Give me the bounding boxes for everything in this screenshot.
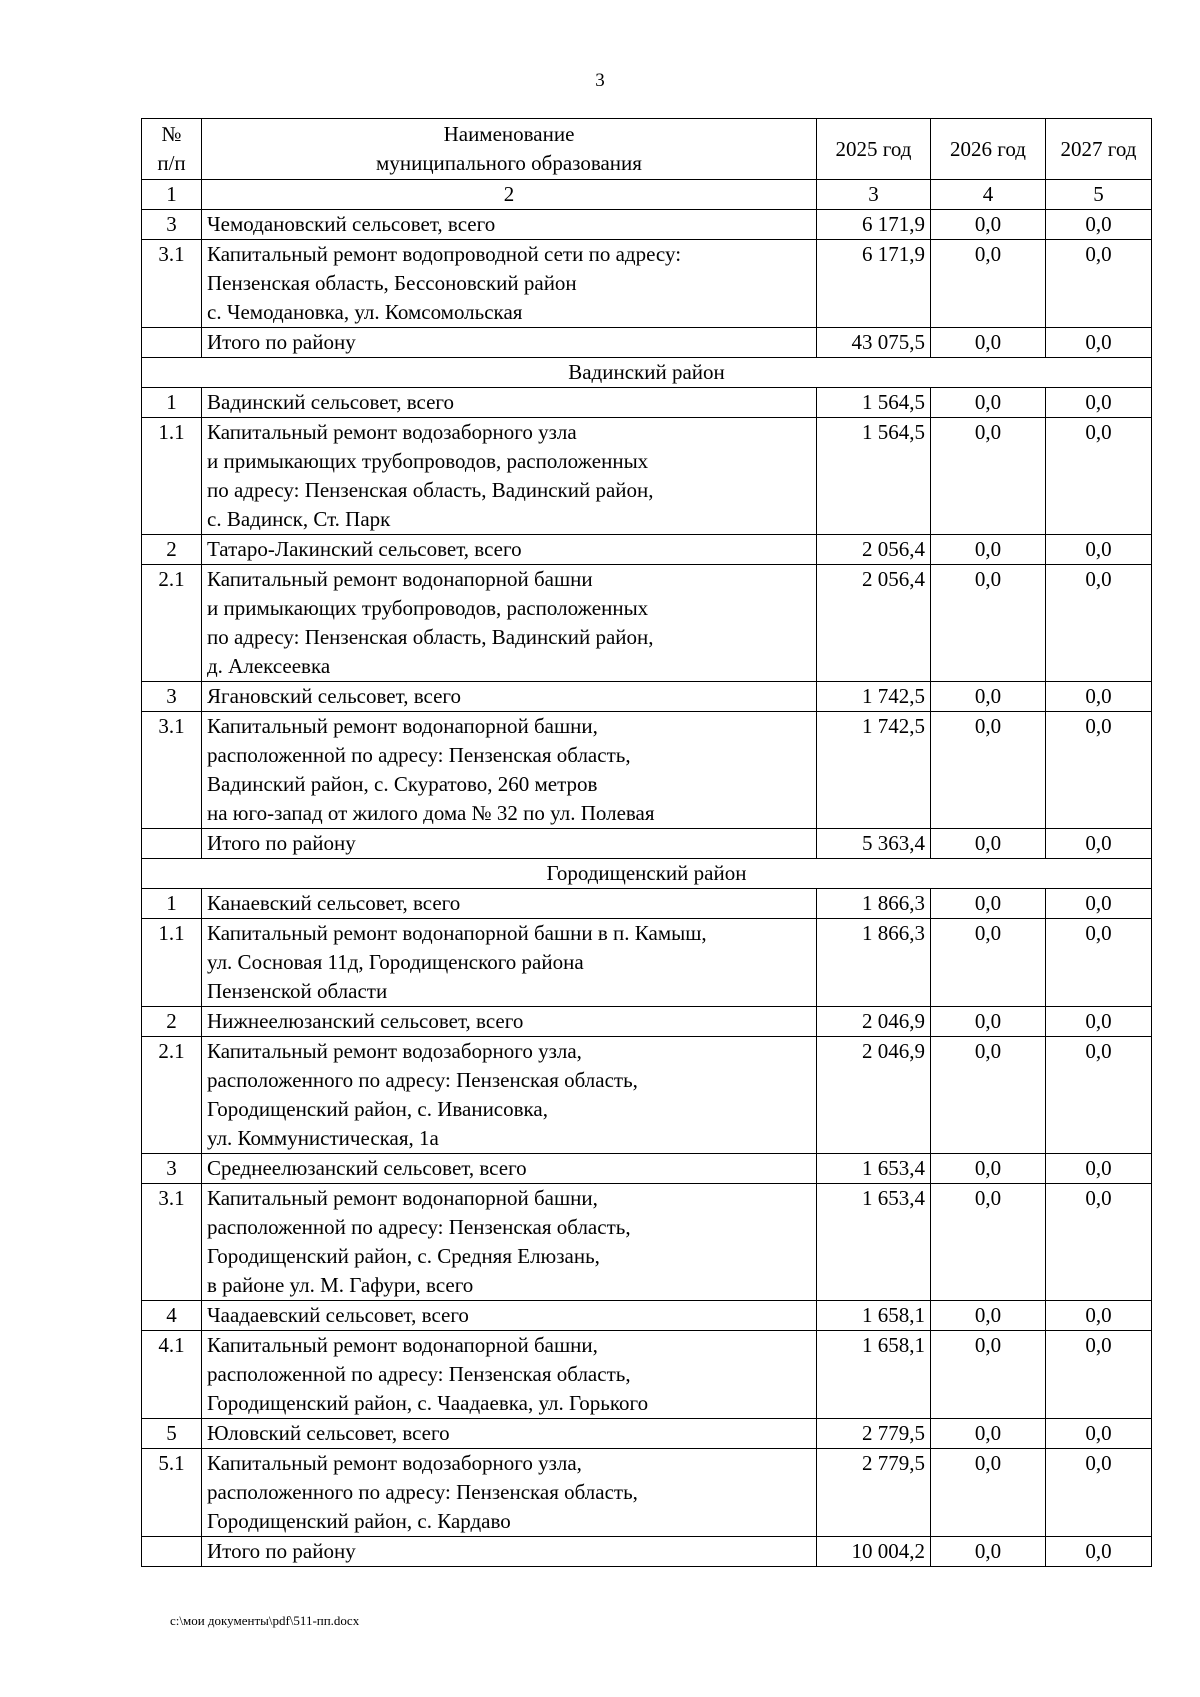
value-2025: 2 779,5 (817, 1449, 931, 1537)
header-name-line: муниципального образования (376, 151, 642, 175)
table-row (142, 919, 1152, 1007)
row-name (202, 919, 817, 1007)
row-name (202, 388, 817, 418)
value-2025: 1 866,3 (817, 889, 931, 919)
row-name-line: Вадинский сельсовет, всего (207, 390, 455, 414)
row-number: 1 (142, 889, 202, 919)
value-2025: 6 171,9 (817, 240, 931, 328)
column-numbers-row (142, 180, 1152, 210)
row-number: 2.1 (142, 565, 202, 682)
table-row (142, 1301, 1152, 1331)
value-2025: 1 658,1 (817, 1301, 931, 1331)
value-2026: 0,0 (931, 535, 1046, 565)
header-name-line: Наименование (443, 122, 575, 146)
header-2025: 2025 год (817, 119, 931, 180)
row-number: 3 (142, 1154, 202, 1184)
budget-table (141, 118, 1152, 1567)
value-2026: 0,0 (931, 240, 1046, 328)
row-name-line: расположенной по адресу: Пензенская область, (207, 1362, 631, 1386)
table-row (142, 1331, 1152, 1419)
row-name-line: ул. Коммунистическая, 1а (207, 1126, 439, 1150)
row-number: 2 (142, 1007, 202, 1037)
budget-table-container (141, 118, 1151, 1567)
row-name-line: расположенной по адресу: Пензенская область, (207, 1215, 631, 1239)
row-name (202, 1331, 817, 1419)
row-name-line: Канаевский сельсовет, всего (207, 891, 461, 915)
table-row (142, 418, 1152, 535)
table-row (142, 388, 1152, 418)
value-2027: 0,0 (1046, 1301, 1152, 1331)
row-name-line: Итого по району (207, 1539, 356, 1563)
value-2026: 0,0 (931, 210, 1046, 240)
value-2026: 0,0 (931, 1331, 1046, 1419)
value-2025: 1 866,3 (817, 919, 931, 1007)
value-2025: 2 056,4 (817, 565, 931, 682)
row-name-line: Капитальный ремонт водонапорной башни, (207, 714, 598, 738)
header-name (202, 119, 817, 180)
table-row (142, 1007, 1152, 1037)
row-name (202, 535, 817, 565)
row-number: 3.1 (142, 1184, 202, 1301)
value-2026: 0,0 (931, 1007, 1046, 1037)
row-name-line: расположенной по адресу: Пензенская область, (207, 743, 631, 767)
column-number: 4 (931, 180, 1046, 210)
value-2026: 0,0 (931, 712, 1046, 829)
value-2027: 0,0 (1046, 829, 1152, 859)
row-number: 1 (142, 388, 202, 418)
value-2025: 6 171,9 (817, 210, 931, 240)
section-title: Вадинский район (142, 358, 1152, 388)
value-2026: 0,0 (931, 829, 1046, 859)
column-number: 2 (202, 180, 817, 210)
row-name-line: Татаро-Лакинский сельсовет, всего (207, 537, 522, 561)
row-number: 4.1 (142, 1331, 202, 1419)
value-2025: 1 653,4 (817, 1184, 931, 1301)
value-2026: 0,0 (931, 1301, 1046, 1331)
row-number (142, 1537, 202, 1567)
row-number: 4 (142, 1301, 202, 1331)
value-2026: 0,0 (931, 1154, 1046, 1184)
value-2027: 0,0 (1046, 418, 1152, 535)
table-row (142, 829, 1152, 859)
row-name (202, 1449, 817, 1537)
column-number: 5 (1046, 180, 1152, 210)
row-name-line: Капитальный ремонт водозаборного узла (207, 420, 577, 444)
row-number: 2 (142, 535, 202, 565)
row-name-line: Городищенский район, с. Средняя Елюзань, (207, 1244, 600, 1268)
row-name-line: Капитальный ремонт водонапорной башни в п. Камыш, (207, 921, 707, 945)
value-2027: 0,0 (1046, 889, 1152, 919)
row-name-line: Городищенский район, с. Иванисовка, (207, 1097, 549, 1121)
row-name-line: Чемодановский сельсовет, всего (207, 212, 496, 236)
row-name (202, 1184, 817, 1301)
row-number: 3 (142, 210, 202, 240)
row-number: 2.1 (142, 1037, 202, 1154)
row-name-line: и примыкающих трубопроводов, расположенных (207, 596, 649, 620)
table-row (142, 328, 1152, 358)
header-num-line: п/п (157, 151, 186, 175)
row-name-line: Ягановский сельсовет, всего (207, 684, 461, 708)
header-num (142, 119, 202, 180)
table-row (142, 1449, 1152, 1537)
value-2027: 0,0 (1046, 682, 1152, 712)
row-name-line: расположенного по адресу: Пензенская область, (207, 1480, 638, 1504)
value-2026: 0,0 (931, 388, 1046, 418)
section-title: Городищенский район (142, 859, 1152, 889)
value-2027: 0,0 (1046, 565, 1152, 682)
table-row (142, 1537, 1152, 1567)
table-row (142, 1154, 1152, 1184)
row-name-line: Итого по району (207, 330, 356, 354)
value-2026: 0,0 (931, 565, 1046, 682)
row-name (202, 889, 817, 919)
value-2027: 0,0 (1046, 1331, 1152, 1419)
value-2027: 0,0 (1046, 1007, 1152, 1037)
header-num-line: № (161, 122, 182, 146)
row-name-line: Капитальный ремонт водонапорной башни (207, 567, 593, 591)
value-2025: 2 779,5 (817, 1419, 931, 1449)
section-row (142, 859, 1152, 889)
value-2026: 0,0 (931, 919, 1046, 1007)
value-2027: 0,0 (1046, 712, 1152, 829)
row-name-line: с. Чемодановка, ул. Комсомольская (207, 300, 523, 324)
row-name (202, 1007, 817, 1037)
value-2027: 0,0 (1046, 1419, 1152, 1449)
value-2025: 43 075,5 (817, 328, 931, 358)
row-name-line: Нижнеелюзанский сельсовет, всего (207, 1009, 524, 1033)
row-name-line: ул. Сосновая 11д, Городищенского района (207, 950, 584, 974)
value-2026: 0,0 (931, 1037, 1046, 1154)
row-name-line: Капитальный ремонт водонапорной башни, (207, 1333, 598, 1357)
header-row (142, 119, 1152, 180)
value-2027: 0,0 (1046, 328, 1152, 358)
row-name (202, 418, 817, 535)
table-body (142, 210, 1152, 1567)
column-number: 1 (142, 180, 202, 210)
value-2025: 1 564,5 (817, 388, 931, 418)
row-number: 3.1 (142, 240, 202, 328)
row-name (202, 1419, 817, 1449)
row-name (202, 328, 817, 358)
value-2027: 0,0 (1046, 1184, 1152, 1301)
row-name (202, 240, 817, 328)
row-name (202, 1154, 817, 1184)
header-2026: 2026 год (931, 119, 1046, 180)
value-2027: 0,0 (1046, 1449, 1152, 1537)
value-2026: 0,0 (931, 1449, 1046, 1537)
row-number: 5.1 (142, 1449, 202, 1537)
row-name-line: Капитальный ремонт водозаборного узла, (207, 1039, 582, 1063)
table-row (142, 712, 1152, 829)
row-name-line: Итого по району (207, 831, 356, 855)
row-name-line: расположенного по адресу: Пензенская область, (207, 1068, 638, 1092)
value-2027: 0,0 (1046, 535, 1152, 565)
row-name-line: с. Вадинск, Ст. Парк (207, 507, 391, 531)
value-2026: 0,0 (931, 1537, 1046, 1567)
value-2027: 0,0 (1046, 1537, 1152, 1567)
table-row (142, 535, 1152, 565)
row-name (202, 1537, 817, 1567)
row-name-line: и примыкающих трубопроводов, расположенных (207, 449, 649, 473)
value-2027: 0,0 (1046, 919, 1152, 1007)
table-row (142, 240, 1152, 328)
row-name (202, 565, 817, 682)
row-number: 1.1 (142, 919, 202, 1007)
row-name-line: д. Алексеевка (207, 654, 331, 678)
row-name (202, 682, 817, 712)
value-2025: 1 564,5 (817, 418, 931, 535)
value-2027: 0,0 (1046, 1037, 1152, 1154)
page-number: 3 (595, 70, 605, 91)
row-name-line: Капитальный ремонт водопроводной сети по адресу: (207, 242, 682, 266)
value-2027: 0,0 (1046, 240, 1152, 328)
table-row (142, 210, 1152, 240)
table-row (142, 1037, 1152, 1154)
value-2026: 0,0 (931, 1419, 1046, 1449)
header-2027: 2027 год (1046, 119, 1152, 180)
row-name (202, 829, 817, 859)
row-name-line: в районе ул. М. Гафури, всего (207, 1273, 474, 1297)
section-row (142, 358, 1152, 388)
value-2025: 5 363,4 (817, 829, 931, 859)
value-2026: 0,0 (931, 328, 1046, 358)
value-2025: 1 653,4 (817, 1154, 931, 1184)
row-name-line: Чаадаевский сельсовет, всего (207, 1303, 469, 1327)
row-name-line: Вадинский район, с. Скуратово, 260 метров (207, 772, 598, 796)
row-number: 1.1 (142, 418, 202, 535)
row-number (142, 829, 202, 859)
row-name-line: Капитальный ремонт водозаборного узла, (207, 1451, 582, 1475)
table-row (142, 889, 1152, 919)
row-number: 3.1 (142, 712, 202, 829)
value-2025: 2 056,4 (817, 535, 931, 565)
row-name-line: Среднеелюзанский сельсовет, всего (207, 1156, 527, 1180)
row-number (142, 328, 202, 358)
row-name-line: Пензенская область, Бессоновский район (207, 271, 577, 295)
table-row (142, 1419, 1152, 1449)
value-2025: 2 046,9 (817, 1037, 931, 1154)
value-2027: 0,0 (1046, 1154, 1152, 1184)
footer-file-path: c:\мои документы\pdf\511-пп.docx (170, 1613, 360, 1628)
row-name-line: Юловский сельсовет, всего (207, 1421, 450, 1445)
row-name (202, 1301, 817, 1331)
value-2025: 2 046,9 (817, 1007, 931, 1037)
value-2027: 0,0 (1046, 388, 1152, 418)
value-2026: 0,0 (931, 1184, 1046, 1301)
row-name-line: на юго-запад от жилого дома № 32 по ул. Полевая (207, 801, 655, 825)
row-name-line: по адресу: Пензенская область, Вадинский район, (207, 625, 654, 649)
value-2025: 10 004,2 (817, 1537, 931, 1567)
row-number: 5 (142, 1419, 202, 1449)
row-number: 3 (142, 682, 202, 712)
value-2025: 1 742,5 (817, 682, 931, 712)
value-2026: 0,0 (931, 682, 1046, 712)
table-row (142, 565, 1152, 682)
row-name (202, 712, 817, 829)
row-name-line: Пензенской области (207, 979, 388, 1003)
row-name-line: Капитальный ремонт водонапорной башни, (207, 1186, 598, 1210)
value-2026: 0,0 (931, 418, 1046, 535)
value-2026: 0,0 (931, 889, 1046, 919)
column-number: 3 (817, 180, 931, 210)
row-name-line: Городищенский район, с. Чаадаевка, ул. Горького (207, 1391, 649, 1415)
value-2025: 1 658,1 (817, 1331, 931, 1419)
value-2027: 0,0 (1046, 210, 1152, 240)
value-2025: 1 742,5 (817, 712, 931, 829)
row-name-line: по адресу: Пензенская область, Вадинский район, (207, 478, 654, 502)
table-row (142, 682, 1152, 712)
table-row (142, 1184, 1152, 1301)
row-name (202, 1037, 817, 1154)
row-name-line: Городищенский район, с. Кардаво (207, 1509, 511, 1533)
row-name (202, 210, 817, 240)
